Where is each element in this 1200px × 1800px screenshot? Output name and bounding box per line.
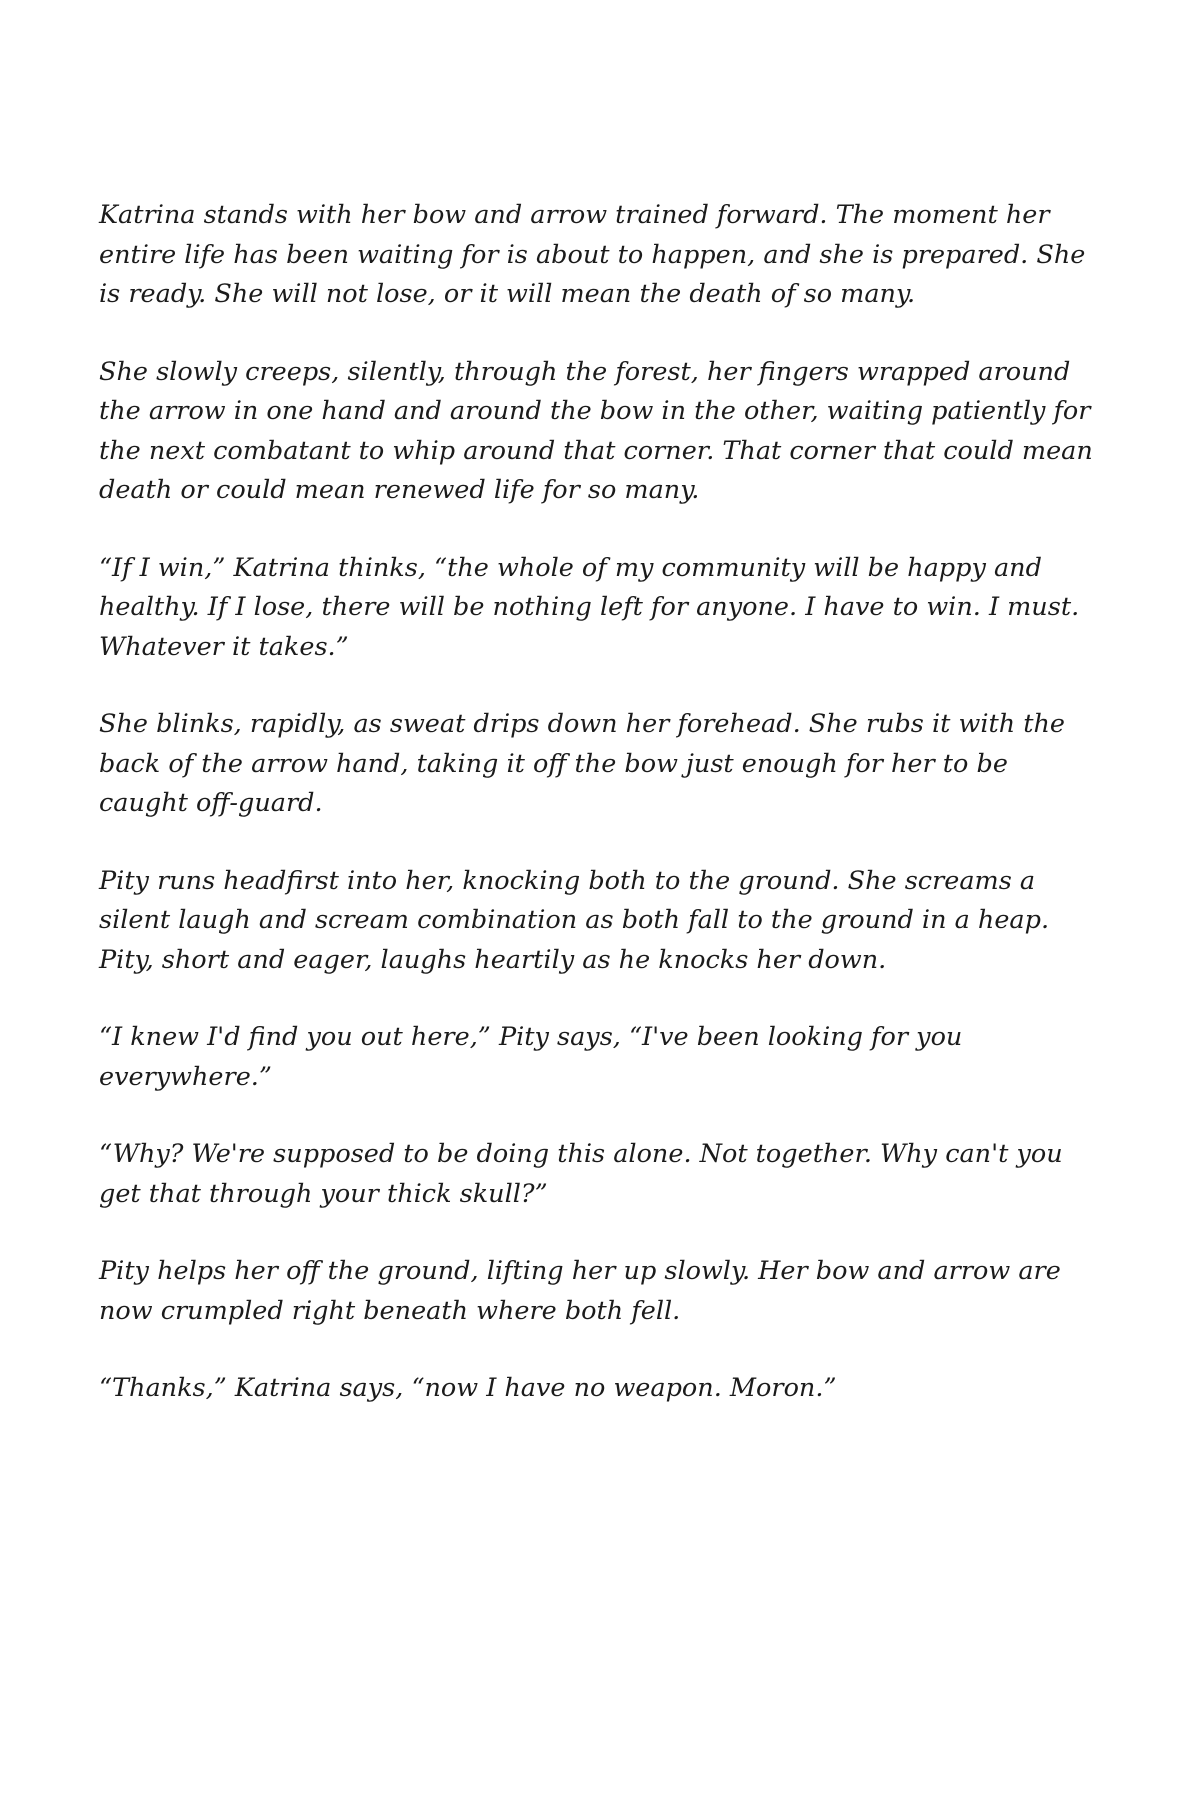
paragraph-3: “If I win,” Katrina thinks, “the whole of my community will be happy and healthy. If I lose, there will be nothing left for anyone. I have to win. I must. Whatever it takes.”	[99, 552, 1080, 662]
story-text	[99, 196, 1100, 1409]
paragraph-4: She blinks, rapidly, as sweat drips down her forehead. She rubs it with the back of the arrow hand, taking it off the bow just enough for her to be caught off-guard.	[99, 709, 1066, 818]
paragraph-1: Katrina stands with her bow and arrow trained forward. The moment her entire life has been waiting for is about to happen, and she is prepared. She is ready. She will not lose, or it will mean the death of so many.	[99, 200, 1086, 309]
paragraph-6: “I knew I'd find you out here,” Pity says, “I've been looking for you everywhere.”	[99, 1022, 963, 1092]
paragraph-2: She slowly creeps, silently, through the forest, her fingers wrapped around the arrow in one hand and around the bow in the other, waiting patiently for the next combatant to whip around that corner. That corner that could mean death or could mean renewed life for so many.	[99, 356, 1093, 505]
paragraph-5: Pity runs headfirst into her, knocking both to the ground. She screams a silent laugh and scream combination as both fall to the ground in a heap. Pity, short and eager, laughs heartily as he knocks her down.	[99, 865, 1050, 975]
paragraph-9: “Thanks,” Katrina says, “now I have no weapon. Moron.”	[99, 1373, 837, 1403]
paragraph-8: Pity helps her off the ground, lifting her up slowly. Her bow and arrow are now crumpled right beneath where both fell.	[99, 1256, 1061, 1326]
paragraph-7: “Why? We're supposed to be doing this alone. Not together. Why can't you get that through your thick skull?”	[99, 1139, 1063, 1209]
